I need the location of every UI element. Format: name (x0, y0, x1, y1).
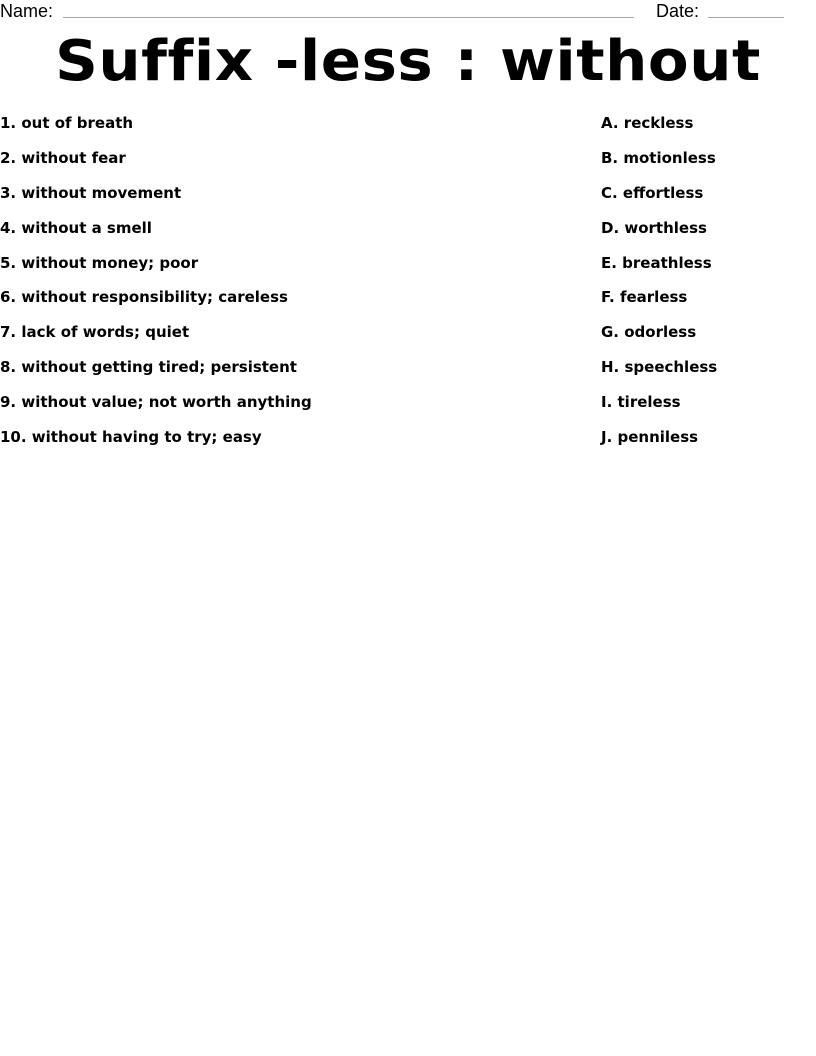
name-blank-line (63, 17, 634, 18)
answer-item: A. reckless (601, 114, 694, 132)
definition-item: 3. without movement (0, 183, 182, 202)
definition-item: 7. lack of words; quiet (0, 323, 190, 342)
answer-item: C. effortless (601, 183, 704, 202)
date-blank-line (708, 17, 784, 18)
answer-item: E. breathless (601, 253, 712, 272)
answer-item: G. odorless (601, 323, 697, 342)
definition-item: 5. without money; poor (0, 253, 199, 272)
answer-item: I. tireless (601, 393, 681, 412)
answer-item: D. worthless (601, 218, 707, 237)
definition-item: 8. without getting tired; persistent (0, 358, 297, 377)
answer-item: H. speechless (601, 358, 718, 377)
worksheet-title: Suffix -less : without (55, 29, 761, 94)
definition-item: 2. without fear (0, 148, 126, 167)
worksheet-header (0, 0, 816, 24)
definition-item: 1. out of breath (0, 114, 134, 132)
answers-list (601, 113, 801, 462)
definition-item: 10. without having to try; easy (0, 428, 262, 447)
definition-item: 6. without responsibility; careless (0, 288, 288, 307)
name-label: Name: (0, 1, 54, 21)
definition-item: 9. without value; not worth anything (0, 393, 312, 412)
answer-item: F. fearless (601, 288, 688, 307)
definitions-list (0, 113, 560, 462)
answer-item: J. penniless (601, 428, 699, 447)
definition-item: 4. without a smell (0, 218, 152, 237)
date-label: Date: (656, 1, 700, 21)
answer-item: B. motionless (601, 148, 716, 167)
